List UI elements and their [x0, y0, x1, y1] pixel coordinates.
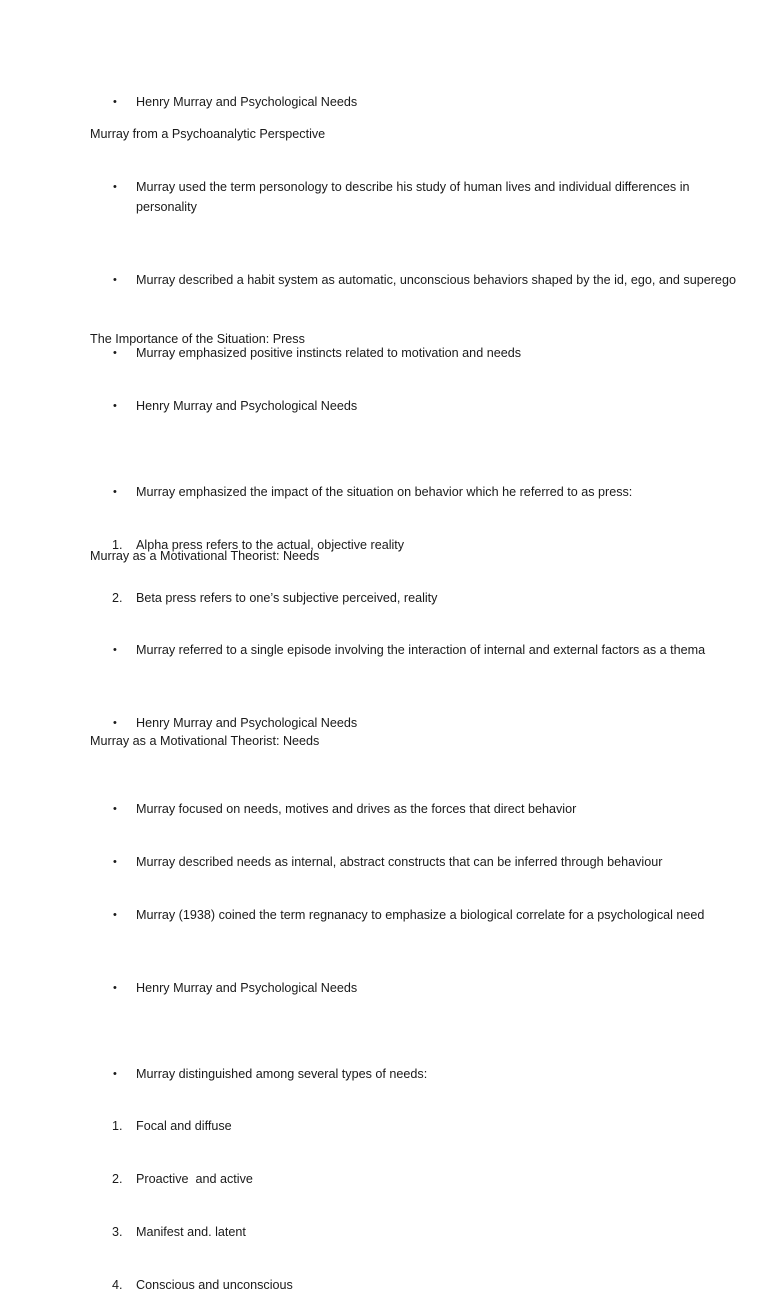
number-marker: 2.	[112, 591, 123, 605]
bullet-item	[90, 1064, 746, 1084]
bullet-text: Henry Murray and Psychological Needs	[136, 95, 358, 109]
bullet-item	[90, 978, 746, 998]
bullet-marker: •	[113, 400, 117, 412]
bullet-text: Murray focused on needs, motives and drives as the forces that direct behavior	[136, 802, 577, 816]
numbered-item	[90, 588, 746, 608]
numbered-item	[90, 1222, 746, 1242]
bullet-item	[90, 270, 746, 290]
bullet-item	[90, 905, 746, 925]
number-marker: 3.	[112, 1225, 123, 1239]
numbered-item	[90, 1275, 746, 1295]
bullet-marker: •	[113, 1068, 117, 1080]
bullet-item	[90, 396, 746, 416]
number-marker: 1.	[112, 538, 123, 552]
bullet-marker: •	[113, 274, 117, 286]
numbered-text: Manifest and. latent	[136, 1225, 246, 1239]
bullet-text: Murray referred to a single episode involving the interaction of internal and external factors as a thema	[136, 643, 706, 657]
section-heading: The Importance of the Situation: Press	[90, 332, 305, 346]
bullet-marker: •	[113, 181, 117, 193]
bullet-item	[90, 482, 746, 502]
bullet-item	[90, 799, 746, 819]
section-heading: Murray as a Motivational Theorist: Needs	[90, 549, 320, 563]
bullet-text: Murray emphasized the impact of the situation on behavior which he referred to as press:	[136, 485, 633, 499]
numbered-text: Focal and diffuse	[136, 1119, 232, 1133]
bullet-text: Murray emphasized positive instincts related to motivation and needs	[136, 346, 522, 360]
number-marker: 1.	[112, 1119, 123, 1133]
bullet-text: Henry Murray and Psychological Needs	[136, 981, 358, 995]
numbered-text: Proactive and active	[136, 1172, 253, 1186]
bullet-marker: •	[113, 803, 117, 815]
bullet-item	[90, 177, 746, 217]
bullet-text: Murray used the term personology to describe his study of human lives and individual differences in personality	[136, 180, 690, 214]
bullet-text: Henry Murray and Psychological Needs	[136, 399, 358, 413]
bullet-marker: •	[113, 96, 117, 108]
numbered-text: Beta press refers to one’s subjective perceived, reality	[136, 591, 438, 605]
bullet-text: Henry Murray and Psychological Needs	[136, 716, 358, 730]
bullet-text: Murray described needs as internal, abstract constructs that can be inferred through behaviour	[136, 855, 663, 869]
bullet-marker: •	[113, 909, 117, 921]
bullet-marker: •	[113, 347, 117, 359]
bullet-marker: •	[113, 856, 117, 868]
bullet-item	[90, 713, 746, 733]
numbered-text: Conscious and unconscious	[136, 1278, 293, 1292]
number-marker: 4.	[112, 1278, 123, 1292]
numbered-item	[90, 1116, 746, 1136]
bullet-marker: •	[113, 644, 117, 656]
number-marker: 2.	[112, 1172, 123, 1186]
bullet-text: Murray (1938) coined the term regnanacy to emphasize a biological correlate for a psychological need	[136, 908, 705, 922]
bullet-marker: •	[113, 982, 117, 994]
bullet-marker: •	[113, 717, 117, 729]
section-heading: Murray from a Psychoanalytic Perspective	[90, 127, 326, 141]
bullet-marker: •	[113, 486, 117, 498]
bullet-text: Murray distinguished among several types of needs:	[136, 1067, 428, 1081]
section-heading: Murray as a Motivational Theorist: Needs	[90, 734, 320, 748]
bullet-item	[90, 92, 746, 112]
numbered-text: Alpha press refers to the actual, objective reality	[136, 538, 405, 552]
numbered-item	[90, 1169, 746, 1189]
bullet-text: Murray described a habit system as automatic, unconscious behaviors shaped by the id, ego, and superego	[136, 273, 736, 287]
bullet-item	[90, 640, 746, 660]
bullet-item	[90, 852, 746, 872]
